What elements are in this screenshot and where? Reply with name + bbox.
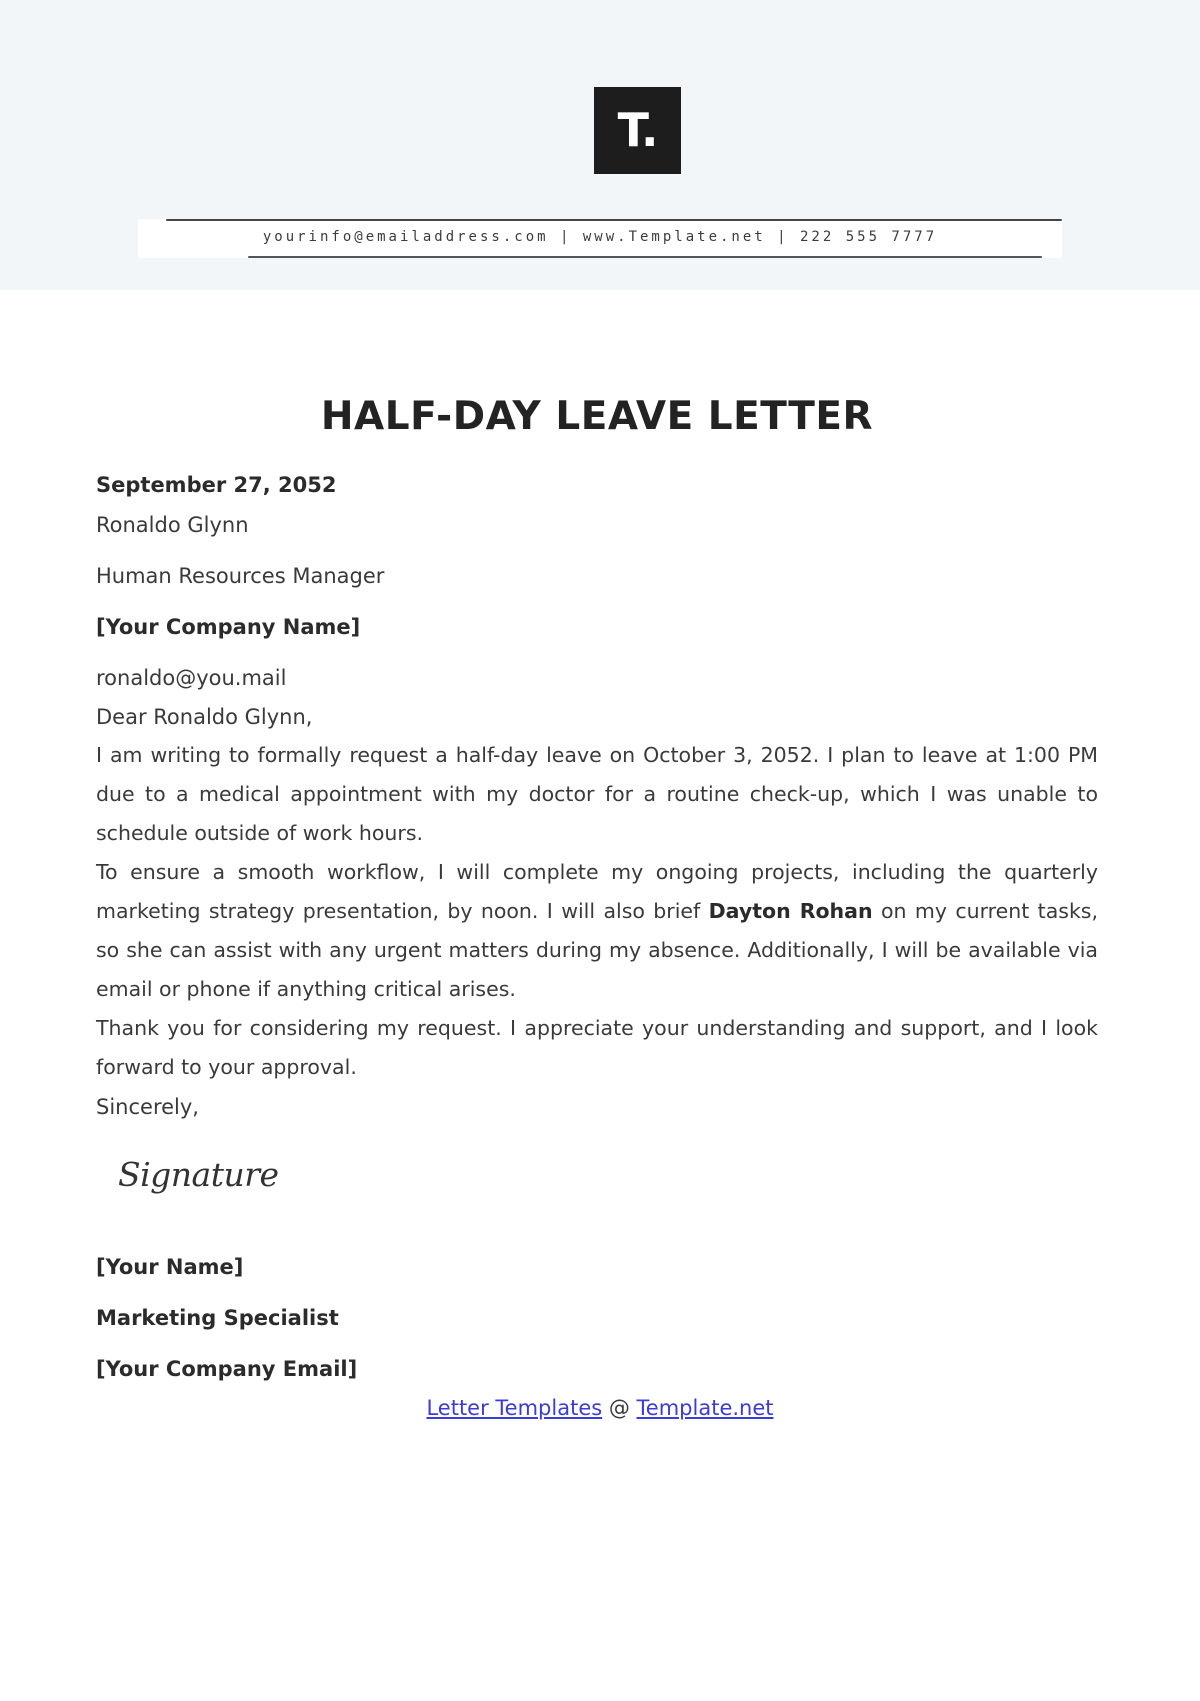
sender-email: [Your Company Email] [96,1357,358,1381]
letter-templates-link[interactable]: Letter Templates [426,1396,603,1420]
body-paragraph-2 [96,853,1098,1009]
divider-top [166,219,1062,221]
recipient-name: Ronaldo Glynn [96,513,249,537]
body-paragraph-3: Thank you for considering my request. I appreciate your understanding and support, and I look forward to your approval. [96,1016,1098,1079]
template-net-link[interactable]: Template.net [636,1396,774,1420]
footer-attribution [0,1393,1200,1423]
salutation: Dear Ronaldo Glynn, [96,705,313,729]
recipient-email: ronaldo@you.mail [96,666,287,690]
brand-logo: T. [594,87,681,174]
paragraph-2-text-end: on my current tasks, so she can assist with any urgent matters during my absence. Additionally, I will be available via email or phone if anything critical arises. [96,899,1099,1001]
footer-separator: @ [602,1396,637,1420]
paragraph-2-text-start: To ensure a smooth workflow, I will complete my ongoing projects, including the quarterly marketing strategy presentation, by noon. I will also brief [96,860,1098,923]
letterhead [0,0,1200,290]
contact-band [138,219,1062,258]
sender-title: Marketing Specialist [96,1306,339,1330]
sender-name: [Your Name] [96,1255,244,1279]
letter-title: HALF-DAY LEAVE LETTER [320,394,874,439]
letter-date: September 27, 2052 [96,473,337,497]
colleague-name: Dayton Rohan [708,899,873,923]
signature: Signature [118,1155,279,1194]
company-name: [Your Company Name] [96,615,361,639]
closing: Sincerely, [96,1095,199,1119]
body-paragraph-1: I am writing to formally request a half-day leave on October 3, 2052. I plan to leave at 1:00 PM due to a medical appointment with my doctor for a routine check-up, which I was unable to schedule outside of work hours. [96,743,1098,845]
contact-info: yourinfo@emailaddress.com | www.Template.net | 222 555 7777 [262,229,938,245]
divider-bottom [248,256,1042,258]
recipient-title: Human Resources Manager [96,564,385,588]
